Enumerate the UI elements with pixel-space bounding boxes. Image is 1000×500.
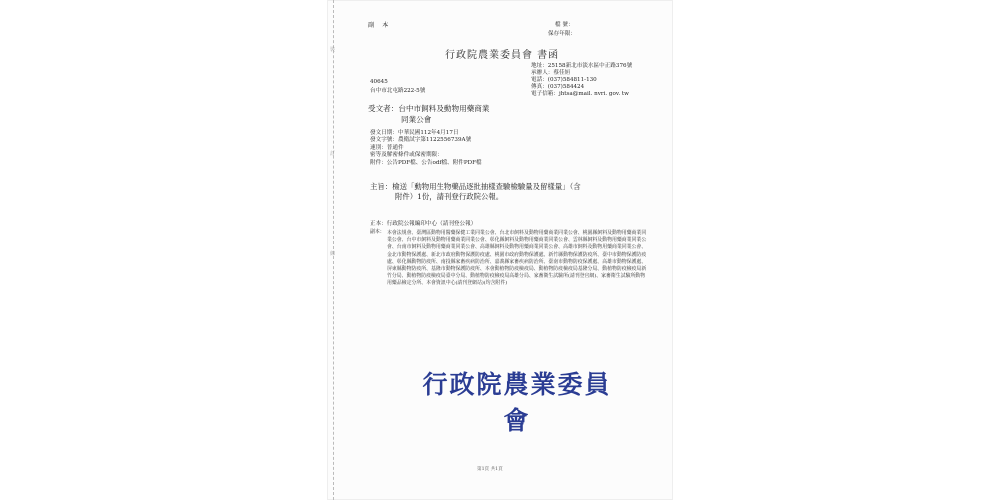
issue-date: 發文日期：中華民國112年4月17日 — [370, 130, 459, 136]
addressee-name-cont: 同業公會 — [401, 114, 432, 124]
primary-recipient: 正本：行政院公報編印中心（請刊登公報） — [370, 221, 477, 227]
sender-phone: 電話：(037)584811-130 — [531, 77, 597, 83]
document-number: 發文字號：農衛試字第1122556739A號 — [370, 137, 472, 144]
fold-mark: 裝 — [330, 47, 336, 53]
sender-address: 地址：25158新北市淡水區中正路376號 — [531, 63, 633, 69]
addressee-name: 台中市飼料及動物用藥商業 — [398, 104, 490, 113]
agency-seal: 行政院農業委員會 — [422, 370, 612, 435]
subject-block — [370, 182, 581, 202]
subject-text-cont: 附件）1份，請刊登行政院公報。 — [395, 192, 504, 201]
recipient-address: 台中市北屯路222-5號 — [370, 88, 426, 94]
subject-label: 主旨： — [370, 182, 393, 191]
copy-label: 副 本 — [368, 22, 392, 29]
fold-mark: 線 — [330, 251, 336, 257]
document-page — [327, 0, 673, 500]
cc-recipients: 本會法規會、臺灣區動物用醫藥保健工業同業公會、台北市飼料及動物用藥商業同業公會、桃園縣飼料及動物用藥商業同業公會、台中市飼料及動物用藥商業同業公會、彰化縣飼料及動物用藥商業同業公會、雲林縣飼料及動物用藥商業同業公會、台南市飼料及動物用藥商業同業公會、高雄縣飼料及動物用藥商業同業公會、高雄市飼料及動物用藥商業同業公會、金北市動物保護處、新北市政府動物保護防疫處、桃園市政府動物保護處、新竹縣動物保護防疫所、臺中市動物保護防疫處、彰化縣動物防疫所、南投縣家畜疾病防治所、嘉義縣家畜疾病防治所、臺南市動物防疫保護處、高雄市動物保護處、屏東縣動物防疫所、基隆市動物保護防疫所、本會動植物防疫檢疫局、動植物防疫檢疫局基隆分局、動植物防疫檢疫局新竹分局、動植物防疫檢疫局臺中分局、動植物防疫檢疫局高雄分局、家畜衛生試驗所(請刊登官網)、家畜衛生試驗所動物用藥品檢定分所、本會資訊中心(請刊登網站)(均含附件) — [387, 230, 647, 287]
page-footer: 第1頁 共1頁 — [477, 467, 503, 472]
attachments: 附件：公告PDF檔、公告odf檔、附件PDF檔 — [370, 159, 482, 166]
fold-mark: 訂 — [330, 151, 336, 157]
cc-label: 副本： — [370, 229, 385, 235]
addressee-label: 受文者： — [368, 104, 399, 113]
document-title: 行政院農業委員會 書函 — [445, 50, 560, 61]
document-meta — [370, 130, 482, 167]
sender-email: 電子信箱：jhtsa@mail. nvri. gov. tw — [531, 91, 629, 97]
sender-info — [531, 63, 632, 98]
priority: 速別：普通件 — [370, 144, 404, 151]
subject-text: 檢送「動物用生物藥品逐批抽樣查驗檢驗量及留樣量」（含 — [392, 182, 581, 191]
addressee-block — [368, 104, 490, 125]
retention-label: 保存年限： — [548, 31, 576, 37]
recipient-postal-code: 40645 — [370, 79, 388, 85]
sender-fax: 傳真：(037)584424 — [531, 84, 585, 90]
sender-contact-person: 承辦人：蔡佳姮 — [531, 70, 571, 76]
confidentiality: 密等及解密條件或保密期限： — [370, 152, 443, 159]
file-number-label: 檔 號： — [555, 22, 574, 28]
